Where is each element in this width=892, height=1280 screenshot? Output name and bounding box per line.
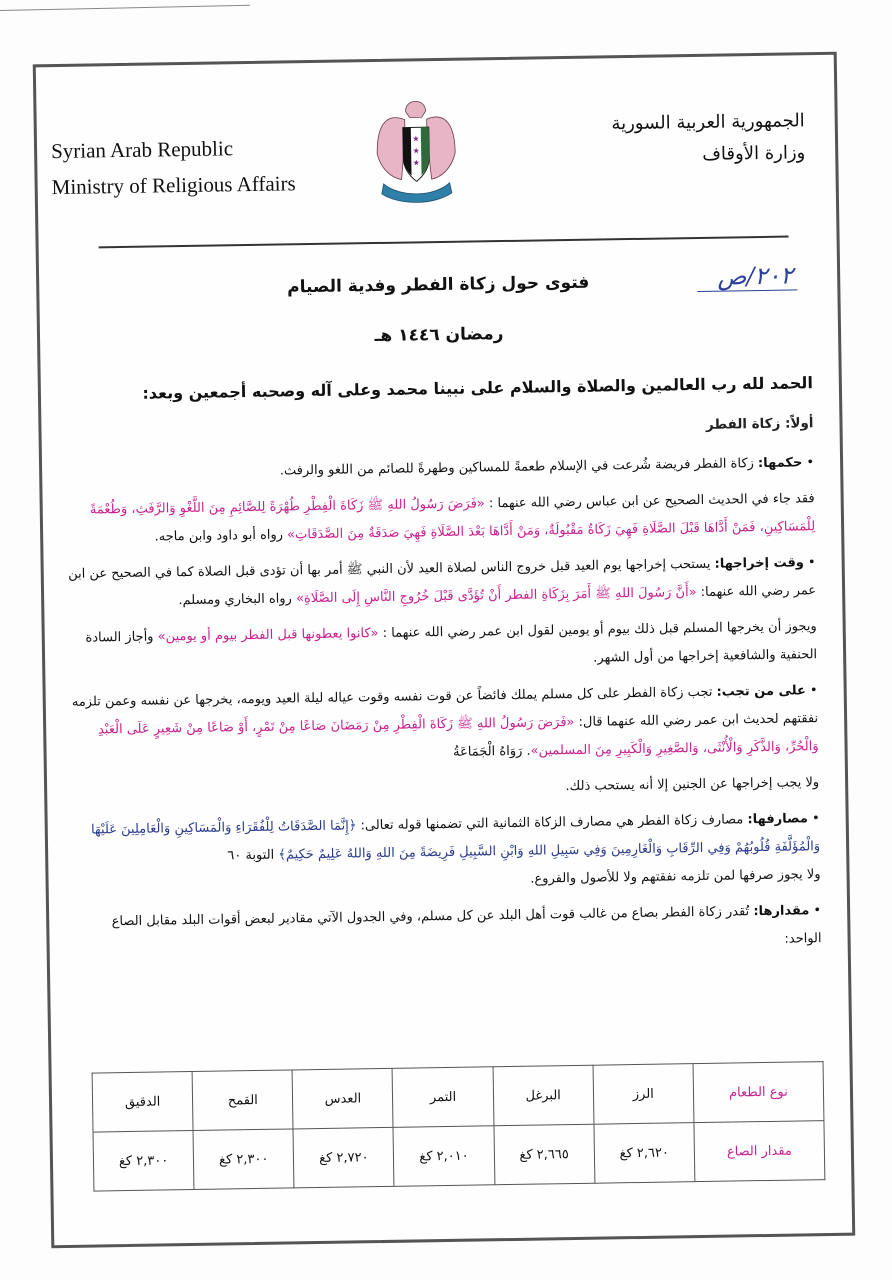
reference-number: ٢٠٢/ص	[697, 261, 797, 292]
term-recipients: مصارفها:	[747, 811, 809, 828]
header-arabic-ministry: وزارة الأوقاف	[702, 142, 806, 165]
evidence-source: رواه أبو داود وابن ماجه.	[154, 527, 288, 545]
table-cell-amount: ٢,٣٠٠ كغ	[193, 1129, 294, 1190]
hadith-quote: «أَنَّ رَسُولَ اللهِ ﷺ أَمَرَ بِزَكَاةِ الفطر أَنْ تُؤَدَّى قَبْلَ خُرُوجِ النَّاسِ إِلَى الصَّلَاةِ»	[295, 585, 697, 607]
table-row-amounts	[93, 1121, 825, 1191]
paragraph-recipients	[72, 805, 821, 901]
timing-text: يستحب إخراجها يوم العيد قبل خروج الناس لصلاة العيد لأن النبي ﷺ أمر بها أن تؤدى قبل الصلاة كما في الصحيح عن ابن عمر رضي الله عنهما:	[68, 556, 817, 601]
intro-text: الحمد لله رب العالمين والصلاة والسلام على نبينا محمد وعلى آله وصحبه أجمعين وبعد:	[142, 373, 813, 403]
recipients-text: مصارف زكاة الفطر هي مصارف الزكاة الثمانية التي تضمنها قوله تعالى:	[356, 812, 748, 834]
table-cell-food: العدس	[292, 1068, 393, 1129]
header-divider	[99, 236, 789, 249]
evidence-lead: فقد جاء في الحديث الصحيح عن ابن عباس رضي الله عنهما :	[484, 491, 815, 512]
paragraph-obligated	[70, 677, 819, 773]
table-row-header: مقدار الصاع	[694, 1121, 825, 1182]
verse-reference: التوبة ٦٠	[227, 847, 279, 864]
section-heading: أولاً: زكاة الفطر	[705, 415, 814, 433]
table-cell-food: الرز	[593, 1064, 694, 1125]
hadith-quote: «فَرَضَ رَسُولُ اللهِ ﷺ زَكَاةَ الْفِطْرِ مِنْ رَمَضَانَ صَاعًا مِنْ تَمْرٍ، أَوْ صَاعًا مِنْ شَعِيرٍ عَلَى الْعَبْدِ وَالْحُرِّ، وَالذَّكَرِ وَالْأُنْثَى، وَالصَّغِيرِ وَالْكَبِيرِ مِنَ المسلمين»	[97, 714, 819, 759]
table-cell-amount: ٢,٦٢٠ كغ	[594, 1123, 695, 1184]
term-ruling: حكمها:	[757, 455, 803, 472]
paragraph-fetus: ولا يجب إخراجها عن الجنين إلا أنه يستحب ذلك.	[565, 775, 820, 795]
paragraph-ruling-evidence	[67, 485, 816, 553]
header-english-country: Syrian Arab Republic	[50, 136, 234, 164]
document-frame	[33, 52, 855, 1248]
paragraph-timing-early	[69, 613, 818, 681]
hadith-quote: «كانوا يعطونها قبل الفطر بيوم أو يومين»	[157, 626, 379, 645]
svg-text:★: ★	[412, 134, 420, 144]
term-obligated: على من تجب:	[716, 683, 806, 700]
obligated-text: تجب زكاة الفطر على كل مسلم يملك فائضاً عن قوت نفسه وقوت عياله ليلة العيد ويومه، يخرجها عن نفسه وعمن تلزمه نفقتهم لحديث ابن عمر رضي الله عنهما قال:	[71, 684, 819, 730]
header-english	[51, 129, 296, 205]
table-row-header: نوع الطعام	[693, 1062, 824, 1123]
quran-verse: ﴿إِنَّمَا الصَّدَقَاتُ لِلْفُقَرَاءِ وَالْمَسَاكِينِ وَالْعَامِلِينَ عَلَيْهَا وَالْمُؤَلَّفَةِ قُلُوبُهُمْ وَفِي الرِّقَابِ وَالْغَارِمِينَ وَفِي سَبِيلِ اللهِ وَابْنِ السَّبِيلِ فَرِيضَةً مِنَ اللهِ وَاللهُ عَلِيمٌ حَكِيمٌ﴾	[90, 818, 821, 863]
scan-edge-line	[0, 5, 250, 23]
table-cell-amount: ٢,٠١٠ كغ	[393, 1126, 494, 1187]
svg-text:★: ★	[412, 158, 421, 168]
term-amount: مقدارها:	[753, 903, 810, 920]
obligated-source: . رَوَاهُ الْجَمَاعَةُ	[452, 743, 531, 760]
table-cell-amount: ٢,٦٦٥ كغ	[494, 1124, 595, 1185]
svg-text:★: ★	[412, 146, 420, 156]
paragraph-amount	[73, 897, 822, 965]
table-cell-food: القمح	[192, 1070, 293, 1131]
document-title: فتوى حول زكاة الفطر وفدية الصيام	[287, 272, 590, 298]
early-lead: ويجوز أن يخرجها المسلم قبل ذلك بيوم أو يومين لقول ابن عمر رضي الله عنهما :	[378, 619, 817, 642]
ruling-text: زكاة الفطر فريضة شُرعت في الإسلام طعمةً للمساكين وطهرةً للصائم من اللغو والرفث.	[279, 456, 759, 479]
early-tail: وأجاز السادة الحنفية والشافعية إخراجها من أول الشهر.	[85, 629, 818, 666]
syrian-eagle-emblem-icon	[374, 97, 458, 206]
header-arabic	[611, 105, 805, 172]
table-cell-food: البرغل	[493, 1065, 594, 1126]
recipients-note: ولا يجوز صرفها لمن تلزمه نفقتهم ولا للأصول والفروع.	[530, 867, 821, 887]
hadith-quote: «فَرَضَ رَسُولُ اللهِ ﷺ زَكَاةَ الْفِطْرِ طُهْرَةً لِلصَّائِمِ مِنَ اللَّغْوِ وَالرَّفَثِ، وَطُعْمَةً لِلْمَسَاكِينِ، فَمَنْ أَدَّاهَا قَبْلَ الصَّلَاةِ فَهِيَ زَكَاةٌ مَقْبُولَةٌ، وَمَنْ أَدَّاهَا بَعْدَ الصَّلَاةِ فَهِيَ صَدَقَةٌ مِنَ الصَّدَقَاتِ»	[89, 496, 816, 543]
document-date: رمضان ١٤٤٦ هـ	[374, 324, 504, 347]
timing-source: رواه البخاري ومسلم.	[178, 591, 297, 609]
table-cell-food: التمر	[393, 1067, 494, 1128]
header-arabic-country: الجمهورية العربية السورية	[611, 110, 805, 135]
table-cell-food: الدقيق	[92, 1072, 193, 1133]
header-english-ministry: Ministry of Religious Affairs	[51, 171, 296, 200]
term-timing: وقت إخراجها:	[714, 555, 804, 572]
table-cell-amount: ٢,٣٠٠ كغ	[93, 1130, 194, 1191]
amount-text: تُقدر زكاة الفطر بصاع من غالب قوت أهل البلد عن كل مسلم، وفي الجدول الآتي مقادير لبعض أقوات البلد مقابل الصاع الواحد:	[111, 904, 822, 947]
paragraph-timing	[68, 549, 817, 617]
amounts-table	[92, 1061, 826, 1191]
document-body	[65, 369, 822, 973]
paragraph-ruling	[66, 449, 814, 489]
table-cell-amount: ٢,٧٢٠ كغ	[293, 1127, 394, 1188]
